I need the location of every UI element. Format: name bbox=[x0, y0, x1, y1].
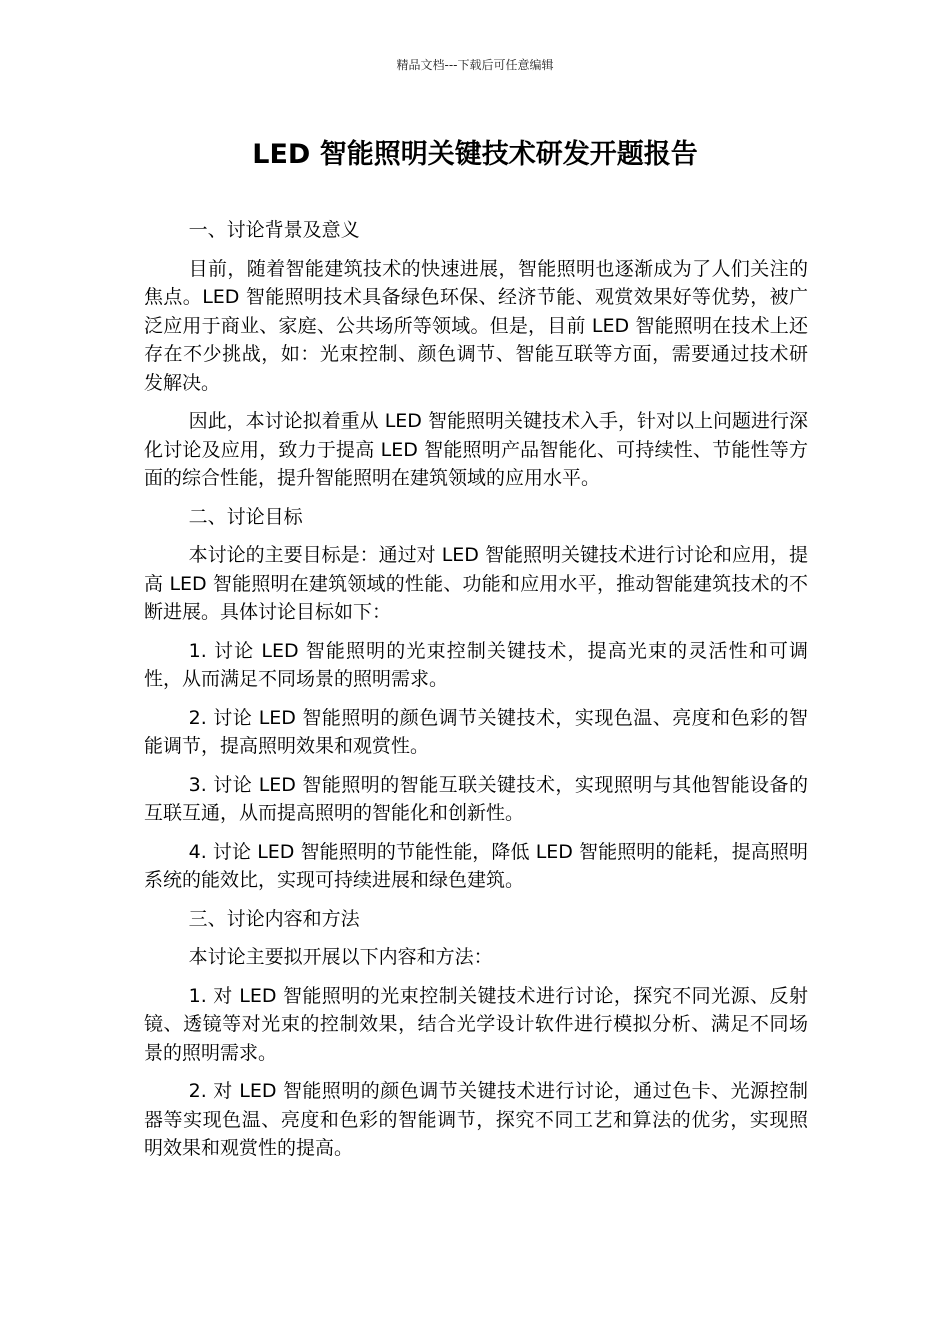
list-item: 2. 讨论 LED 智能照明的颜色调节关键技术，实现色温、亮度和色彩的智能调节，提高照明效果和观赏性。 bbox=[144, 706, 808, 757]
list-item: 1. 讨论 LED 智能照明的光束控制关键技术，提高光束的灵活性和可调性，从而满足不同场景的照明需求。 bbox=[144, 639, 808, 690]
list-item: 4. 讨论 LED 智能照明的节能性能，降低 LED 智能照明的能耗，提高照明系统的能效比，实现可持续进展和绿色建筑。 bbox=[144, 840, 808, 891]
document-title: LED 智能照明关键技术研发开题报告 bbox=[252, 139, 698, 170]
header-watermark: 精品文档---下载后可任意编辑 bbox=[396, 58, 554, 72]
paragraph: 本讨论的主要目标是：通过对 LED 智能照明关键技术进行讨论和应用，提高 LED 智能照明在建筑领域的性能、功能和应用水平，推动智能建筑技术的不断进展。具体讨论目标如下： bbox=[144, 544, 808, 623]
document-body bbox=[144, 216, 808, 1173]
section-heading-background: 一、讨论背景及意义 bbox=[188, 219, 360, 241]
section-heading-goals: 二、讨论目标 bbox=[188, 505, 303, 528]
paragraph: 本讨论主要拟开展以下内容和方法： bbox=[188, 946, 493, 968]
list-item: 3. 讨论 LED 智能照明的智能互联关键技术，实现照明与其他智能设备的互联互通，从而提高照明的智能化和创新性。 bbox=[144, 773, 808, 824]
section-heading-methods: 三、讨论内容和方法 bbox=[188, 907, 360, 930]
list-item: 2. 对 LED 智能照明的颜色调节关键技术进行讨论，通过色卡、光源控制器等实现色温、亮度和色彩的智能调节，探究不同工艺和算法的优劣，实现照明效果和观赏性的提高。 bbox=[144, 1080, 808, 1159]
paragraph: 因此，本讨论拟着重从 LED 智能照明关键技术入手，针对以上问题进行深化讨论及应用，致力于提高 LED 智能照明产品智能化、可持续性、节能性等方面的综合性能，提升智能照明在建筑领域的应用水平。 bbox=[144, 410, 808, 489]
list-item: 1. 对 LED 智能照明的光束控制关键技术进行讨论，探究不同光源、反射镜、透镜等对光束的控制效果，结合光学设计软件进行模拟分析、满足不同场景的照明需求。 bbox=[144, 984, 808, 1064]
paragraph: 目前，随着智能建筑技术的快速进展，智能照明也逐渐成为了人们关注的焦点。LED 智能照明技术具备绿色环保、经济节能、观赏效果好等优势，被广泛应用于商业、家庭、公共场所等领域。但是，目前 LED 智能照明在技术上还存在不少挑战，如：光束控制、颜色调节、智能互联等方面，需要通过技术研发解决。 bbox=[144, 257, 808, 394]
